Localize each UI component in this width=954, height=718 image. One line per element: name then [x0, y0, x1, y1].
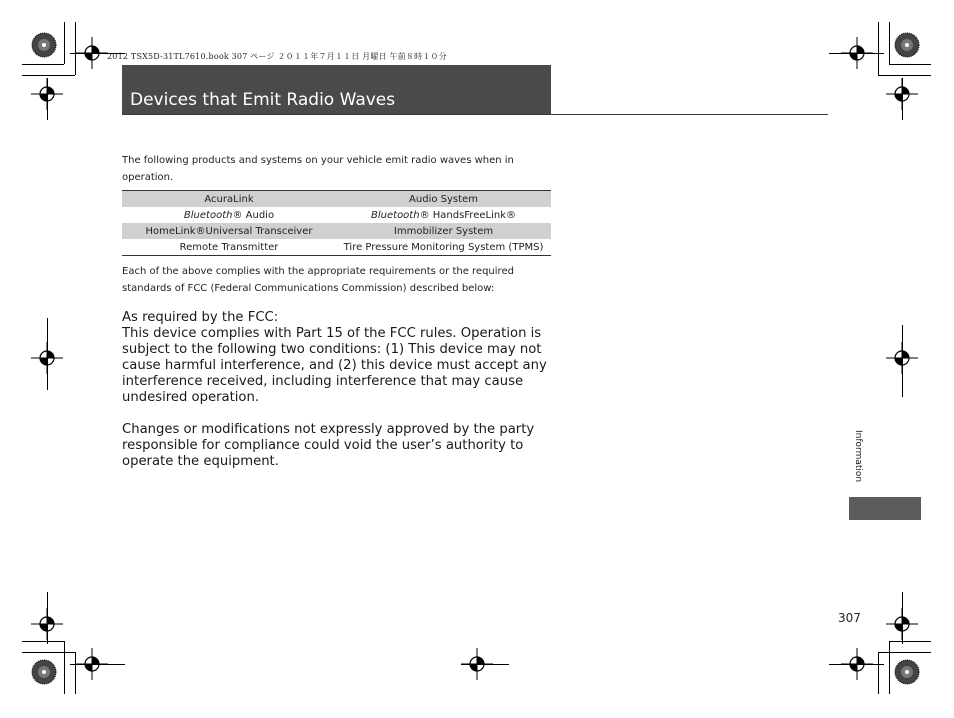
registration-target-icon — [31, 608, 63, 640]
side-tab — [849, 497, 921, 520]
registration-target-icon — [886, 608, 918, 640]
crop-mark — [878, 652, 931, 653]
crop-mark — [889, 641, 890, 694]
cell-text: ® HandsFreeLink® — [419, 209, 516, 221]
registration-target-icon — [886, 342, 918, 374]
fcc-paragraph: Changes or modifications not expressly approved by the party responsible for compliance could void the user’s authority to operate the equipment. — [122, 422, 535, 469]
fcc-statement — [122, 310, 552, 470]
table-cell: Tire Pressure Monitoring System (TPMS) — [343, 241, 544, 253]
registration-target-icon — [76, 37, 108, 69]
crop-mark — [22, 641, 64, 642]
table-row — [122, 191, 551, 208]
table-cell: HomeLink®Universal Transceiver — [122, 223, 336, 239]
crop-mark — [878, 22, 879, 75]
registration-target-icon — [31, 342, 63, 374]
brand-italic: Bluetooth — [183, 209, 233, 221]
fcc-heading: As required by the FCC: — [122, 310, 279, 325]
table-row — [122, 207, 551, 223]
page-number: 307 — [838, 611, 861, 625]
table-cell: Audio System — [336, 191, 551, 208]
intro-paragraph: The following products and systems on your vehicle emit radio waves when in operation. — [122, 155, 514, 183]
crop-mark — [22, 64, 64, 65]
cell-text: ® Audio — [232, 209, 275, 221]
registration-target-icon — [841, 37, 873, 69]
compliance-paragraph: Each of the above complies with the appropriate requirements or the required standards of FCC (Federal Communications Commission) described below: — [122, 266, 514, 294]
crop-mark — [889, 22, 890, 64]
table-cell — [122, 207, 336, 223]
registration-dial-icon — [894, 659, 920, 685]
registration-dial-icon — [31, 32, 57, 58]
crop-mark — [878, 652, 879, 694]
crop-mark — [64, 22, 65, 64]
section-title: Devices that Emit Radio Waves — [130, 90, 396, 110]
crop-mark — [889, 641, 931, 642]
table-row — [122, 239, 551, 256]
registration-target-icon — [841, 648, 873, 680]
registration-target-icon — [461, 648, 493, 680]
crop-mark — [22, 75, 75, 76]
table-row — [122, 223, 551, 239]
table-cell: Immobilizer System — [336, 223, 551, 239]
crop-mark — [889, 64, 931, 65]
crop-mark — [64, 641, 65, 694]
fcc-paragraph: This device complies with Part 15 of the FCC rules. Operation is subject to the following two conditions: (1) This device may not cause harmful interference, and (2) this device must accept any interference received, including interference that may cause undesired operation. — [122, 326, 547, 405]
table-cell: AcuraLink — [122, 191, 336, 208]
registration-dial-icon — [894, 32, 920, 58]
brand-italic: Bluetooth — [371, 209, 420, 221]
registration-target-icon — [76, 648, 108, 680]
print-header-meta: 2012 TSX5D-31TL7610.book 307 ページ ２０１１年７月１１日 月曜日 午前８時１０分 — [107, 52, 447, 61]
registration-target-icon — [886, 78, 918, 110]
crop-mark — [878, 75, 931, 76]
table-cell — [336, 207, 551, 223]
side-tab-label: Information — [853, 430, 863, 483]
section-rule — [122, 114, 828, 115]
table-cell: Remote Transmitter — [179, 241, 279, 253]
devices-table — [122, 190, 551, 256]
registration-dial-icon — [31, 659, 57, 685]
crop-mark — [22, 652, 75, 653]
registration-target-icon — [31, 78, 63, 110]
